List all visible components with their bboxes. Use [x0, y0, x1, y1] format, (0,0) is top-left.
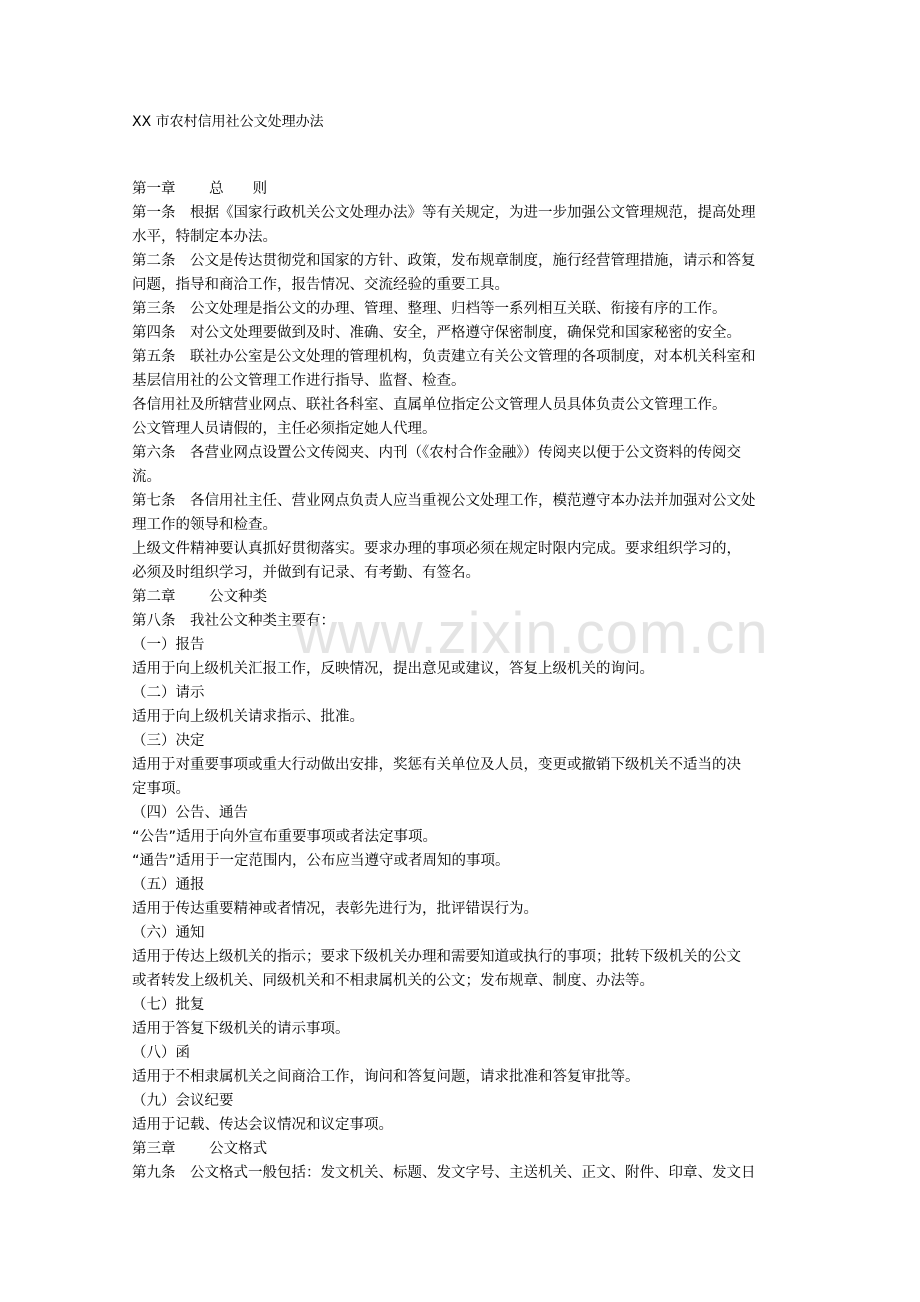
- text-line: 第三条 公文处理是指公文的办理、管理、整理、归档等一系列相互关联、衔接有序的工作。: [132, 301, 727, 317]
- watermark: www.zixin.com.cn: [295, 601, 769, 666]
- text-line: 第四条 对公文处理要做到及时、准确、安全，严格遵守保密制度，确保党和国家秘密的安全。: [132, 325, 741, 341]
- text-line: 第三章 公文格式: [132, 1141, 268, 1157]
- text-line: 问题，指导和商洽工作，报告情况、交流经验的重要工具。: [132, 277, 509, 293]
- text-line: 适用于传达上级机关的指示；要求下级机关办理和需要知道或执行的事项；批转下级机关的公文: [132, 949, 741, 965]
- text-line: 理工作的领导和检查。: [132, 517, 277, 533]
- text-line: 第二条 公文是传达贯彻党和国家的方针、政策，发布规章制度，施行经营管理措施，请示和答复: [132, 253, 756, 269]
- text-line: （一）报告: [132, 637, 205, 653]
- text-line: 适用于不相隶属机关之间商洽工作，询问和答复问题，请求批准和答复审批等。: [132, 1069, 640, 1085]
- text-line: 适用于记载、传达会议情况和议定事项。: [132, 1117, 393, 1133]
- text-line: （八）函: [132, 1045, 190, 1061]
- text-line: 第七条 各信用社主任、营业网点负责人应当重视公文处理工作，模范遵守本办法并加强对公文处: [132, 493, 756, 509]
- text-line: （四）公告、通告: [132, 805, 248, 821]
- text-line: 公文管理人员请假的，主任必须指定她人代理。: [132, 421, 437, 437]
- text-line: 第一章 总 则: [132, 181, 268, 197]
- text-line: 必须及时组织学习，并做到有记录、有考勤、有签名。: [132, 565, 480, 581]
- text-line: 水平，特制定本办法。: [132, 229, 277, 245]
- text-line: 基层信用社的公文管理工作进行指导、监督、检查。: [132, 373, 466, 389]
- text-line: 或者转发上级机关、同级机关和不相隶属机关的公文；发布规章、制度、办法等。: [132, 973, 654, 989]
- text-line: 各信用社及所辖营业网点、联社各科室、直属单位指定公文管理人员具体负责公文管理工作。: [132, 397, 727, 413]
- document-title: XX 市农村信用社公文处理办法: [132, 114, 324, 130]
- text-line: 第五条 联社办公室是公文处理的管理机构，负责建立有关公文管理的各项制度，对本机关科室和: [132, 349, 756, 365]
- text-line: 适用于传达重要精神或者情况，表彰先进行为，批评错误行为。: [132, 901, 538, 917]
- text-line: “公告”适用于向外宣布重要事项或者法定事项。: [132, 829, 438, 845]
- text-line: 第九条 公文格式一般包括：发文机关、标题、发文字号、主送机关、正文、附件、印章、发文日: [132, 1165, 756, 1181]
- text-line: （二）请示: [132, 685, 205, 701]
- text-line: （五）通报: [132, 877, 205, 893]
- text-line: （九）会议纪要: [132, 1093, 234, 1109]
- text-line: （三）决定: [132, 733, 205, 749]
- text-line: “通告”适用于一定范围内，公布应当遵守或者周知的事项。: [132, 853, 510, 869]
- text-line: 上级文件精神要认真抓好贯彻落实。要求办理的事项必须在规定时限内完成。要求组织学习的，: [132, 541, 741, 557]
- text-line: （七）批复: [132, 997, 205, 1013]
- text-line: 适用于向上级机关汇报工作，反映情况，提出意见或建议，答复上级机关的询问。: [132, 661, 654, 677]
- document-body: [132, 177, 792, 1185]
- text-line: 适用于答复下级机关的请示事项。: [132, 1021, 350, 1037]
- text-line: 流。: [132, 469, 161, 485]
- text-line: 第六条 各营业网点设置公文传阅夹、内刊（《农村合作金融》）传阅夹以便于公文资料的传阅交: [132, 445, 741, 461]
- text-line: （六）通知: [132, 925, 205, 941]
- text-line: 第一条 根据《国家行政机关公文处理办法》等有关规定，为进一步加强公文管理规范，提高处理: [132, 205, 756, 221]
- text-line: 定事项。: [132, 781, 190, 797]
- text-line: 适用于向上级机关请求指示、批准。: [132, 709, 364, 725]
- text-line: 第二章 公文种类: [132, 589, 268, 605]
- text-line: 适用于对重要事项或重大行动做出安排，奖惩有关单位及人员，变更或撤销下级机关不适当的决: [132, 757, 741, 773]
- text-line: 第八条 我社公文种类主要有：: [132, 613, 335, 629]
